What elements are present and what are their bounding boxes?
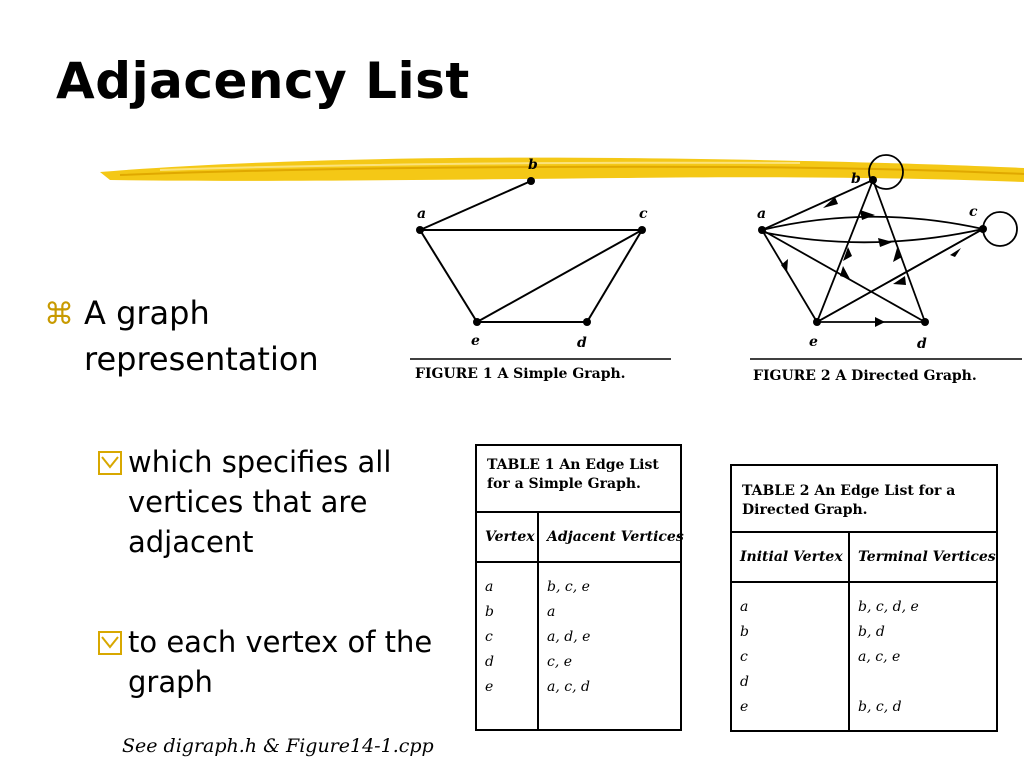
vertex-label-c: c: [639, 206, 648, 222]
table-1-col-adjacent: [539, 563, 680, 731]
vertex-label-e: e: [809, 334, 818, 350]
vertex-label-c: c: [969, 204, 978, 220]
table-1-body: [477, 563, 680, 731]
vertex-label-a: a: [757, 206, 767, 222]
table-1-header-adjacent: Adjacent Vertices: [547, 529, 684, 545]
figure-1-rule: [405, 357, 675, 361]
vertex-label-e: e: [471, 333, 480, 349]
figure-1-caption: FIGURE 1 A Simple Graph.: [415, 366, 626, 382]
table-row-vertex: b: [740, 624, 749, 640]
table-row-terminal: b, d: [858, 624, 885, 640]
checkbox-bullet-icon: [98, 631, 122, 655]
table-row-adjacent: c, e: [547, 654, 573, 670]
table-row-vertex: d: [740, 674, 749, 690]
table-row-terminal: b, c, d: [858, 699, 902, 715]
figure-2-directed-graph: [745, 152, 1024, 392]
table-row-vertex: b: [485, 604, 494, 620]
table-row-adjacent: a, c, d: [547, 679, 590, 695]
table-2-col-initial: [732, 583, 850, 732]
table-2-header: [732, 533, 996, 583]
checkbox-bullet-icon: [98, 451, 122, 475]
table-1-edge-list-simple: [475, 444, 682, 731]
vertex-label-a: a: [417, 206, 427, 222]
vertex-label-d: d: [577, 335, 587, 351]
vertex-label-d: d: [917, 336, 927, 352]
table-row-terminal: a, c, e: [858, 649, 901, 665]
command-bullet-icon: ⌘: [44, 297, 74, 332]
table-2-caption: TABLE 2 An Edge List for a Directed Graph.: [732, 466, 996, 533]
figure-1-graph: [405, 152, 675, 352]
table-1-col-vertex: [477, 563, 539, 731]
sub-bullet-2: to each vertex of the graph: [98, 622, 458, 702]
table-2-body: [732, 583, 996, 732]
slide-title: Adjacency List: [56, 52, 470, 110]
table-row-vertex: c: [740, 649, 748, 665]
table-row-adjacent: a, d, e: [547, 629, 591, 645]
figure-1-simple-graph: [405, 152, 675, 392]
table-row-terminal: [850, 670, 996, 695]
vertex-label-b: b: [528, 157, 538, 173]
table-2-edge-list-directed: [730, 464, 998, 732]
table-1-header: [477, 513, 684, 563]
table-row-vertex: d: [485, 654, 494, 670]
table-2-header-initial: Initial Vertex: [732, 533, 850, 581]
table-row-vertex: a: [740, 599, 749, 615]
table-row-terminal: b, c, d, e: [858, 599, 919, 615]
table-1-header-vertex: Vertex: [477, 513, 539, 561]
table-row-vertex: e: [485, 679, 494, 695]
sub-bullet-1: which specifies all vertices that are adjacent: [98, 442, 458, 562]
table-row-vertex: e: [740, 699, 749, 715]
table-2-col-terminal: [850, 583, 996, 732]
table-row-adjacent: a: [547, 604, 556, 620]
table-1-caption: TABLE 1 An Edge List for a Simple Graph.: [477, 446, 680, 513]
footnote: See digraph.h & Figure14-1.cpp: [122, 735, 434, 757]
table-row-adjacent: b, c, e: [547, 579, 590, 595]
table-2-header-terminal: Terminal Vertices: [858, 549, 996, 565]
table-row-vertex: c: [485, 629, 493, 645]
figure-2-graph: [745, 152, 1024, 352]
figure-2-rule: [745, 357, 1024, 361]
vertex-label-b: b: [851, 171, 861, 187]
figure-2-caption: FIGURE 2 A Directed Graph.: [753, 368, 977, 384]
bullet-main: ⌘ A graph representation: [44, 294, 319, 378]
table-row-vertex: a: [485, 579, 494, 595]
